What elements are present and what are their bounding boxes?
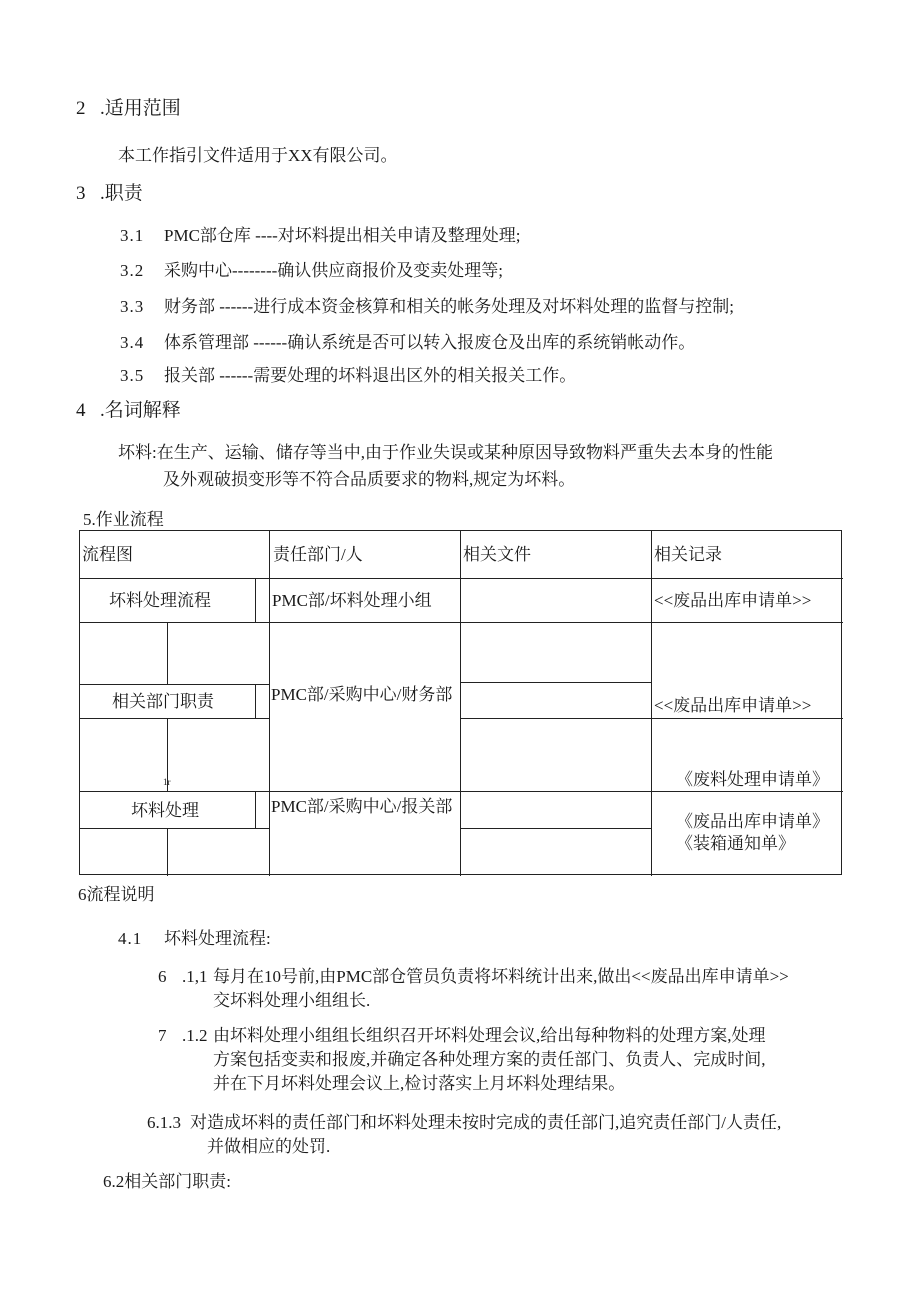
para2-line-2: 方案包括变卖和报废,并确定各种处理方案的责任部门、负责人、完成时间, — [213, 1050, 766, 1069]
item-3-2-text: 采购中心--------确认供应商报价及变卖处理等; — [164, 261, 504, 280]
arrow-mark: 1r — [163, 777, 171, 787]
flow-step-2: 相关部门职责 — [112, 692, 214, 711]
para2-line-3: 并在下月坏料处理会议上,检讨落实上月坏料处理结果。 — [213, 1074, 626, 1093]
item-3-4-text: 体系管理部 ------确认系统是否可以转入报废仓及出库的系统销帐动作。 — [164, 333, 696, 352]
section4-title: .名词解释 — [100, 400, 181, 421]
section3-title: .职责 — [100, 183, 143, 204]
process-table — [79, 530, 842, 875]
header-records: 相关记录 — [654, 545, 722, 564]
sub-6-2-title: 6.2相关部门职责: — [103, 1172, 231, 1191]
para2-number: 7 — [158, 1026, 167, 1045]
para3-index: 6.1.3 — [147, 1113, 181, 1132]
record-row-2b: 《废料处理申请单》 — [676, 770, 829, 789]
para3-line-2: 并做相应的处罚. — [207, 1137, 331, 1156]
header-documents: 相关文件 — [463, 545, 531, 564]
item-3-5-text: 报关部 ------需要处理的坏料退出区外的相关报关工作。 — [164, 366, 577, 385]
sub-4-1-text: 坏料处理流程: — [164, 929, 271, 948]
record-row-3a: 《废品出库申请单》 — [676, 812, 829, 831]
para2-line-1: 由坏料处理小组组长组织召开坏料处理会议,给出每种物料的处理方案,处理 — [213, 1026, 766, 1045]
dept-row-3: PMC部/采购中心/报关部 — [271, 797, 453, 816]
item-3-1-number: 3.1 — [120, 226, 145, 245]
section2-body: 本工作指引文件适用于XX有限公司。 — [118, 146, 398, 165]
para1-number: 6 — [158, 967, 167, 986]
section2-number: 2 — [76, 98, 86, 119]
para1-line-1: 每月在10号前,由PMC部仓管员负责将坏料统计出来,做出<<废品出库申请单>> — [213, 967, 789, 986]
dept-row-2: PMC部/采购中心/财务部 — [271, 685, 453, 704]
definition-line-1: 坏料:在生产、运输、储存等当中,由于作业失误或某种原因导致物料严重失去本身的性能 — [118, 443, 773, 462]
para1-line-2: 交坏料处理小组组长. — [213, 991, 371, 1010]
item-3-4-number: 3.4 — [120, 333, 145, 352]
para1-index: .1,1 — [182, 967, 208, 986]
sub-4-1-number: 4.1 — [118, 929, 143, 948]
header-department: 责任部门/人 — [273, 545, 363, 564]
definition-line-2: 及外观破损变形等不符合品质要求的物料,规定为坏料。 — [163, 470, 576, 489]
dept-row-1: PMC部/坏料处理小组 — [272, 591, 432, 610]
item-3-1-text: PMC部仓库 ----对坏料提出相关申请及整理处理; — [164, 226, 521, 245]
record-row-1: <<废品出库申请单>> — [654, 591, 812, 610]
section3-number: 3 — [76, 183, 86, 204]
item-3-5-number: 3.5 — [120, 366, 145, 385]
section2-title: .适用范围 — [100, 98, 181, 119]
flow-step-3: 坏料处理 — [131, 801, 199, 820]
item-3-3-text: 财务部 ------进行成本资金核算和相关的帐务处理及对坏料处理的监督与控制; — [164, 297, 734, 316]
para3-line-1: 对造成坏料的责任部门和坏料处理未按时完成的责任部门,追究责任部门/人责任, — [190, 1113, 782, 1132]
item-3-3-number: 3.3 — [120, 297, 145, 316]
header-flowchart: 流程图 — [82, 545, 133, 564]
flow-step-1: 坏料处理流程 — [109, 591, 211, 610]
item-3-2-number: 3.2 — [120, 261, 145, 280]
para2-index: .1.2 — [182, 1026, 208, 1045]
section5-title: 5.作业流程 — [83, 510, 164, 529]
record-row-3b: 《装箱通知单》 — [676, 834, 795, 853]
section6-title: 6流程说明 — [78, 885, 155, 904]
record-row-2: <<废品出库申请单>> — [654, 696, 812, 715]
section4-number: 4 — [76, 400, 86, 421]
